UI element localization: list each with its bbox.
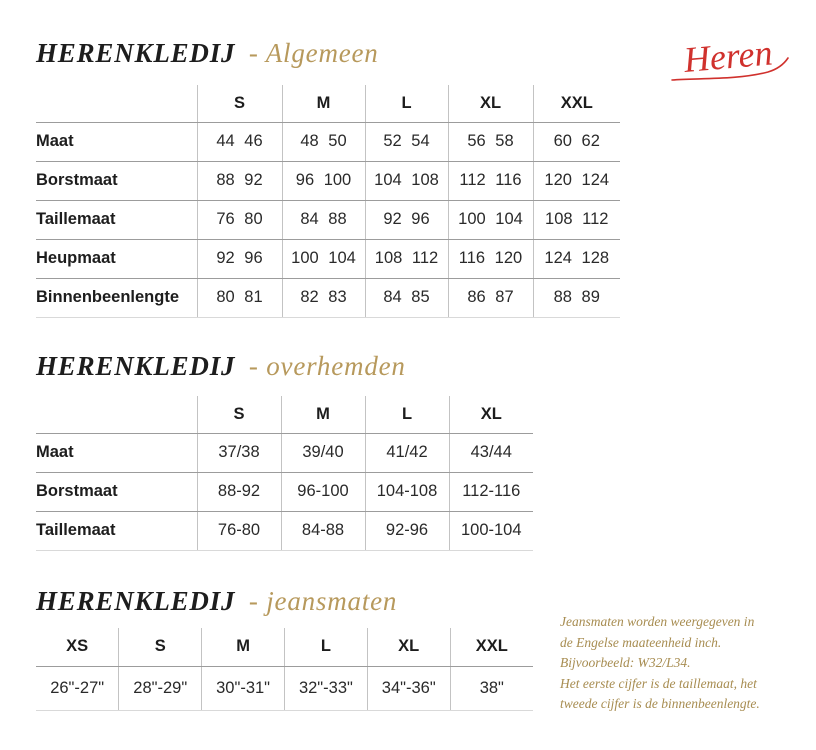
section-title-algemeen	[36, 38, 379, 68]
size-cell: 37/38	[197, 433, 281, 472]
size-cell: 52 54	[365, 122, 448, 161]
size-cell: 124 128	[533, 239, 620, 278]
size-cell: 44 46	[197, 122, 282, 161]
size-cell: 100 104	[448, 200, 533, 239]
size-cell: 108 112	[533, 200, 620, 239]
section-title-jeansmaten	[36, 586, 397, 616]
size-col-header: L	[365, 396, 449, 433]
section-title-overhemden	[36, 351, 406, 381]
table-row	[36, 200, 620, 239]
size-cell: 88-92	[197, 472, 281, 511]
size-cell: 60 62	[533, 122, 620, 161]
row-label: Taillemaat	[36, 200, 197, 239]
logo-text: Heren	[682, 32, 774, 80]
size-cell: 56 58	[448, 122, 533, 161]
size-cell: 80 81	[197, 278, 282, 317]
corner-cell	[36, 396, 197, 433]
table-header-row	[36, 396, 533, 433]
size-col-header: S	[197, 85, 282, 122]
table-overhemden	[36, 396, 533, 551]
size-cell: 30"-31"	[202, 666, 285, 710]
size-cell: 84 85	[365, 278, 448, 317]
title-accent-algemeen: - Algemeen	[248, 38, 379, 68]
row-label: Binnenbeenlengte	[36, 278, 197, 317]
size-cell: 84 88	[282, 200, 365, 239]
size-col-header: XL	[449, 396, 533, 433]
jeans-note-line: Jeansmaten worden weergegeven in	[560, 614, 755, 629]
table-header-row	[36, 628, 533, 666]
title-herenkledij: HERENKLEDIJ	[36, 586, 236, 616]
jeans-note	[560, 612, 805, 715]
size-cell: 34"-36"	[367, 666, 450, 710]
size-cell: 100 104	[282, 239, 365, 278]
size-col-header: S	[197, 396, 281, 433]
size-col-header: XL	[448, 85, 533, 122]
size-cell: 116 120	[448, 239, 533, 278]
table-algemeen	[36, 85, 620, 318]
table-header-row	[36, 85, 620, 122]
row-label: Maat	[36, 433, 197, 472]
size-cell: 32"-33"	[284, 666, 367, 710]
jeans-note-line: de Engelse maateenheid inch.	[560, 634, 722, 650]
size-cell: 92-96	[365, 511, 449, 550]
size-cell: 88 89	[533, 278, 620, 317]
table-row	[36, 239, 620, 278]
size-cell: 26"-27"	[36, 666, 119, 710]
title-accent-jeansmaten: - jeansmaten	[248, 586, 398, 616]
size-col-header: M	[282, 85, 365, 122]
table-row	[36, 666, 533, 710]
size-col-header: XXL	[533, 85, 620, 122]
table-row	[36, 122, 620, 161]
size-cell: 39/40	[281, 433, 365, 472]
size-cell: 82 83	[282, 278, 365, 317]
size-cell: 48 50	[282, 122, 365, 161]
size-cell: 120 124	[533, 161, 620, 200]
size-cell: 84-88	[281, 511, 365, 550]
title-accent-overhemden: - overhemden	[248, 351, 406, 381]
size-col-header: L	[284, 628, 367, 666]
size-col-header: XL	[367, 628, 450, 666]
size-cell: 104 108	[365, 161, 448, 200]
size-col-header: XS	[36, 628, 119, 666]
table-row	[36, 511, 533, 550]
table-row	[36, 472, 533, 511]
row-label: Heupmaat	[36, 239, 197, 278]
size-cell: 108 112	[365, 239, 448, 278]
jeans-note-line: Het eerste cijfer is de taillemaat, het	[560, 675, 757, 691]
size-cell: 96 100	[282, 161, 365, 200]
size-cell: 96-100	[281, 472, 365, 511]
size-cell: 112 116	[448, 161, 533, 200]
row-label: Borstmaat	[36, 472, 197, 511]
row-label: Taillemaat	[36, 511, 197, 550]
row-label: Maat	[36, 122, 197, 161]
size-cell: 41/42	[365, 433, 449, 472]
size-cell: 38"	[450, 666, 533, 710]
size-cell: 112-116	[449, 472, 533, 511]
size-cell: 76 80	[197, 200, 282, 239]
size-col-header: M	[202, 628, 285, 666]
jeans-note-line: Bijvoorbeeld: W32/L34.	[560, 655, 691, 670]
size-cell: 100-104	[449, 511, 533, 550]
table-jeansmaten	[36, 628, 533, 711]
size-cell: 104-108	[365, 472, 449, 511]
table-row	[36, 161, 620, 200]
size-cell: 28"-29"	[119, 666, 202, 710]
size-cell: 88 92	[197, 161, 282, 200]
title-herenkledij: HERENKLEDIJ	[36, 38, 236, 68]
size-col-header: XXL	[450, 628, 533, 666]
size-cell: 92 96	[197, 239, 282, 278]
size-col-header: S	[119, 628, 202, 666]
size-cell: 76-80	[197, 511, 281, 550]
row-label: Borstmaat	[36, 161, 197, 200]
table-row	[36, 433, 533, 472]
jeans-note-line: tweede cijfer is de binnenbeenlengte.	[560, 696, 760, 711]
size-cell: 92 96	[365, 200, 448, 239]
size-cell: 86 87	[448, 278, 533, 317]
table-row	[36, 278, 620, 317]
size-cell: 43/44	[449, 433, 533, 472]
title-herenkledij: HERENKLEDIJ	[36, 351, 236, 381]
brand-logo-heren	[668, 28, 792, 90]
size-col-header: L	[365, 85, 448, 122]
corner-cell	[36, 85, 197, 122]
size-col-header: M	[281, 396, 365, 433]
